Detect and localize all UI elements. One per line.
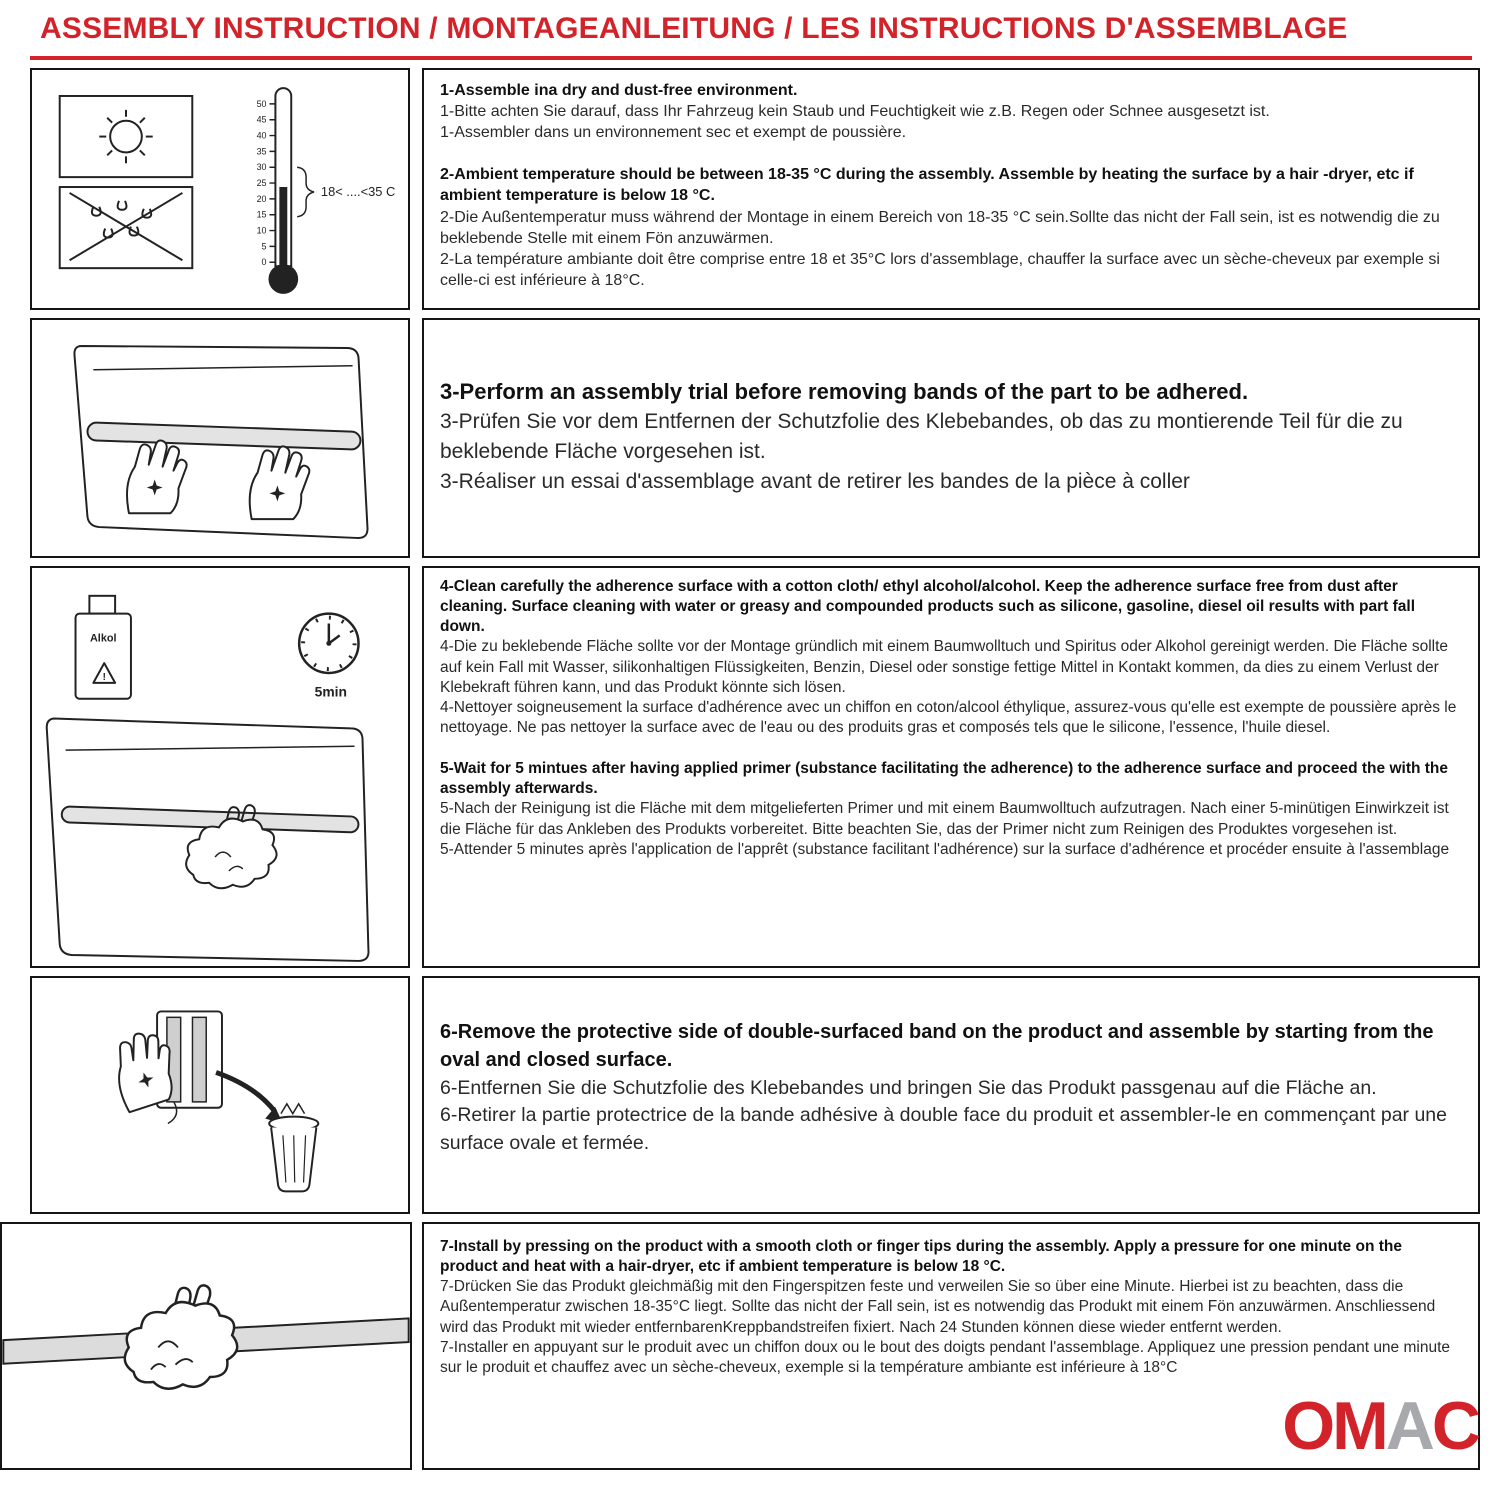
range-brace [297, 167, 314, 216]
instructions-step-3 [422, 318, 1480, 558]
step4-text-en: 4-Clean carefully the adherence surface with a cotton cloth/ ethyl alcohol/alcohol. Keep the adherence surface free from dust after cleaning. Surface cleaning with water or greasy and compounded products such as silicone, gasoline, diesel oil results with part fall down. [440, 578, 1416, 636]
step5-text-fr: 5-Attender 5 minutes après l'application de l'apprêt (substance facilitant l'adhérence) sur la surface d'adhérence et procéder ensuite à l'assemblage [440, 840, 1450, 858]
step7-text-fr: 7-Installer en appuyant sur le produit avec un chiffon doux ou le bout des doigts pendant l'assemblage. Appliquez une pression pendant une minute sur le produit et chauffez avec un sèche-cheveux, exemple si la température ambiante est inférieure à 18°C [440, 1338, 1451, 1376]
thermometer-tick-label: 5 [261, 241, 267, 252]
thermometer-icon [257, 88, 396, 294]
instruction-block-step1 [440, 80, 1462, 143]
instructions-steps-4-5 [422, 566, 1480, 968]
thermometer-tick-label: 0 [261, 257, 267, 268]
instruction-block-step4 [440, 577, 1462, 738]
omac-logo [1282, 1388, 1478, 1464]
logo-letters-om: OM [1282, 1388, 1386, 1464]
instructions-step-6 [422, 976, 1480, 1214]
thermometer-tick-label: 30 [256, 162, 267, 173]
step7-text-de: 7-Drücken Sie das Produkt gleichmäßig mit den Fingerspitzen feste und verweilen Sie so über eine Minute. Hierbei ist zu beachten, dass die Außentemperatur zwischen 18-35°C liegt. Sollte das nicht der Fall sein, ist es notwendig das Produkt mit einem Fön anzuwärmen. Anschliessend wird das Produkt mit wieder entfernbarenKreppbandstreifen fixiert. Nach 24 Stunden können diese wieder entfernt werden. [440, 1278, 1436, 1336]
temperature-range-label: 18< ....<35 C [320, 183, 396, 199]
instruction-block-step6 [440, 1018, 1448, 1158]
illustration-cleaning-primer [30, 566, 410, 968]
thermometer-tick-label: 35 [256, 146, 267, 157]
step1-text-en: 1-Assemble ina dry and dust-free environment. [440, 82, 798, 99]
thermometer-tick-label: 20 [256, 193, 267, 204]
instruction-block-step3 [440, 376, 1448, 497]
step6-text-en: 6-Remove the protective side of double-surfaced band on the product and assemble by starting from the oval and closed surface. [440, 1021, 1434, 1072]
step1-text-fr: 1-Assembler dans un environnement sec et exempt de poussière. [440, 124, 907, 142]
trim-strip [87, 422, 361, 449]
thermometer-tick-label: 45 [256, 114, 267, 125]
logo-letter-c: C [1431, 1388, 1478, 1464]
step3-text-fr: 3-Réaliser un essai d'assemblage avant de retirer les bandes de la pièce à coller [440, 469, 1190, 493]
bottle-label: Alkol [89, 632, 117, 645]
step5-text-de: 5-Nach der Reinigung ist die Fläche mit dem mitgelieferten Primer und mit einem Baumwolltuch aufzutragen. Nach einer 5-minütigen Einwirkzeit ist die Fläche für das Ankleben des Produkts vorbereitet. Bitte beachten Sie, das der Primer nicht zum Reinigen des Produktes vorgesehen ist. [440, 800, 1449, 838]
step6-text-de: 6-Entfernen Sie die Schutzfolie des Klebebandes und bringen Sie das Produkt passgenau auf die Fläche an. [440, 1076, 1377, 1099]
sun-frame [60, 96, 193, 177]
instruction-block-step7 [440, 1237, 1462, 1378]
alcohol-bottle-icon [76, 596, 131, 699]
logo-letter-a: A [1385, 1388, 1432, 1464]
step4-text-fr: 4-Nettoyer soigneusement la surface d'adhérence avec un chiffon en coton/alcool éthylique, assurez-vous qu'elle est exempte de poussière après le nettoyage. Ne pas nettoyer la surface avec de l'eau ou des produits gras et composés tels que le silicone, l'essence, l'huile diesel. [440, 698, 1457, 736]
press-install-figure [2, 1224, 410, 1468]
hand-icon [127, 440, 187, 513]
thermometer-tick-label: 10 [256, 225, 267, 236]
remove-band-figure [32, 978, 408, 1212]
page-title: ASSEMBLY INSTRUCTION / MONTAGEANLEITUNG / LES INSTRUCTIONS D'ASSEMBLAGE [40, 12, 1348, 45]
step1-text-de: 1-Bitte achten Sie darauf, dass Ihr Fahrzeug kein Staub und Feuchtigkeit wie z.B. Regen oder Schnee ausgesetzt ist. [440, 103, 1270, 121]
step5-text-en: 5-Wait for 5 mintues after having applied primer (substance facilitating the adherence) to the adherence surface and proceed the with the assembly afterwards. [440, 760, 1448, 798]
thermometer-tick-label: 25 [256, 178, 267, 189]
hand-icon [250, 446, 310, 519]
step2-text-en: 2-Ambient temperature should be between 18-35 °C during the assembly. Assemble by heating the surface by a hair -dryer, etc if ambient temperature is below 18 °C. [440, 166, 1414, 205]
wait-time-label: 5min [314, 683, 347, 700]
illustration-press-install [0, 1222, 412, 1470]
hand-cloth-icon [125, 1285, 237, 1388]
environment-figure [32, 70, 408, 308]
assembly-trial-figure [32, 320, 408, 556]
step6-text-fr: 6-Retirer la partie protectrice de la bande adhésive à double face du produit et assembler-le en commençant par une surface ovale et fermée. [440, 1104, 1448, 1155]
warning-mark: ! [102, 671, 106, 683]
cleaning-figure [32, 568, 408, 966]
step2-text-fr: 2-La température ambiante doit être comprise entre 18 et 35°C lors d'assemblage, chauffer la surface avec un sèche-cheveux par exemple si celle-ci est inférieure à 18°C. [440, 250, 1440, 289]
illustration-assembly-trial [30, 318, 410, 558]
instructions-steps-1-2 [422, 68, 1480, 310]
step3-text-en: 3-Perform an assembly trial before removing bands of the part to be adhered. [440, 379, 1249, 404]
thermometer-tick-label: 15 [256, 209, 267, 220]
thermometer-tick-label: 40 [256, 130, 267, 141]
step7-text-en: 7-Install by pressing on the product with a smooth cloth or finger tips during the assembly. Apply a pressure for one minute on the product and heat with a hair-dryer, etc if ambient temperature is below 18 °C. [440, 1238, 1402, 1276]
arrow-icon [216, 1072, 283, 1123]
thermometer-tick-label: 50 [256, 98, 267, 109]
instruction-block-step2 [440, 164, 1462, 291]
illustration-environment-temperature [30, 68, 410, 310]
no-rain-icon [70, 193, 183, 260]
step3-text-de: 3-Prüfen Sie vor dem Entfernen der Schutzfolie des Klebebandes, ob das zu montierende Teil für die zu beklebende Fläche vorgesehen ist. [440, 410, 1403, 464]
step4-text-de: 4-Die zu beklebende Fläche sollte vor der Montage gründlich mit einem Baumwolltuch und Spiritus oder Alkohol gereinigt werden. Die Fläche sollte auf kein Fall mit Wasser, silikonhaltigen Flüssigkeiten, Benzin, Diesel oder sonstige fettige Mittel in Kontakt kommen, da dies zu einem Verlust der Klebekraft führen kann, und das Produkt könnte sich lösen. [440, 638, 1449, 696]
sun-icon [99, 110, 152, 163]
clock-icon [299, 614, 358, 700]
illustration-remove-band [30, 976, 410, 1214]
step2-text-de: 2-Die Außentemperatur muss während der Montage in einem Bereich von 18-35 °C sein.Sollte das nicht der Fall sein, ist es notwendig die zu beklebende Stelle mit einem Fön anzuwärmen. [440, 208, 1440, 247]
instruction-block-step5 [440, 759, 1462, 860]
title-underline [30, 56, 1472, 60]
